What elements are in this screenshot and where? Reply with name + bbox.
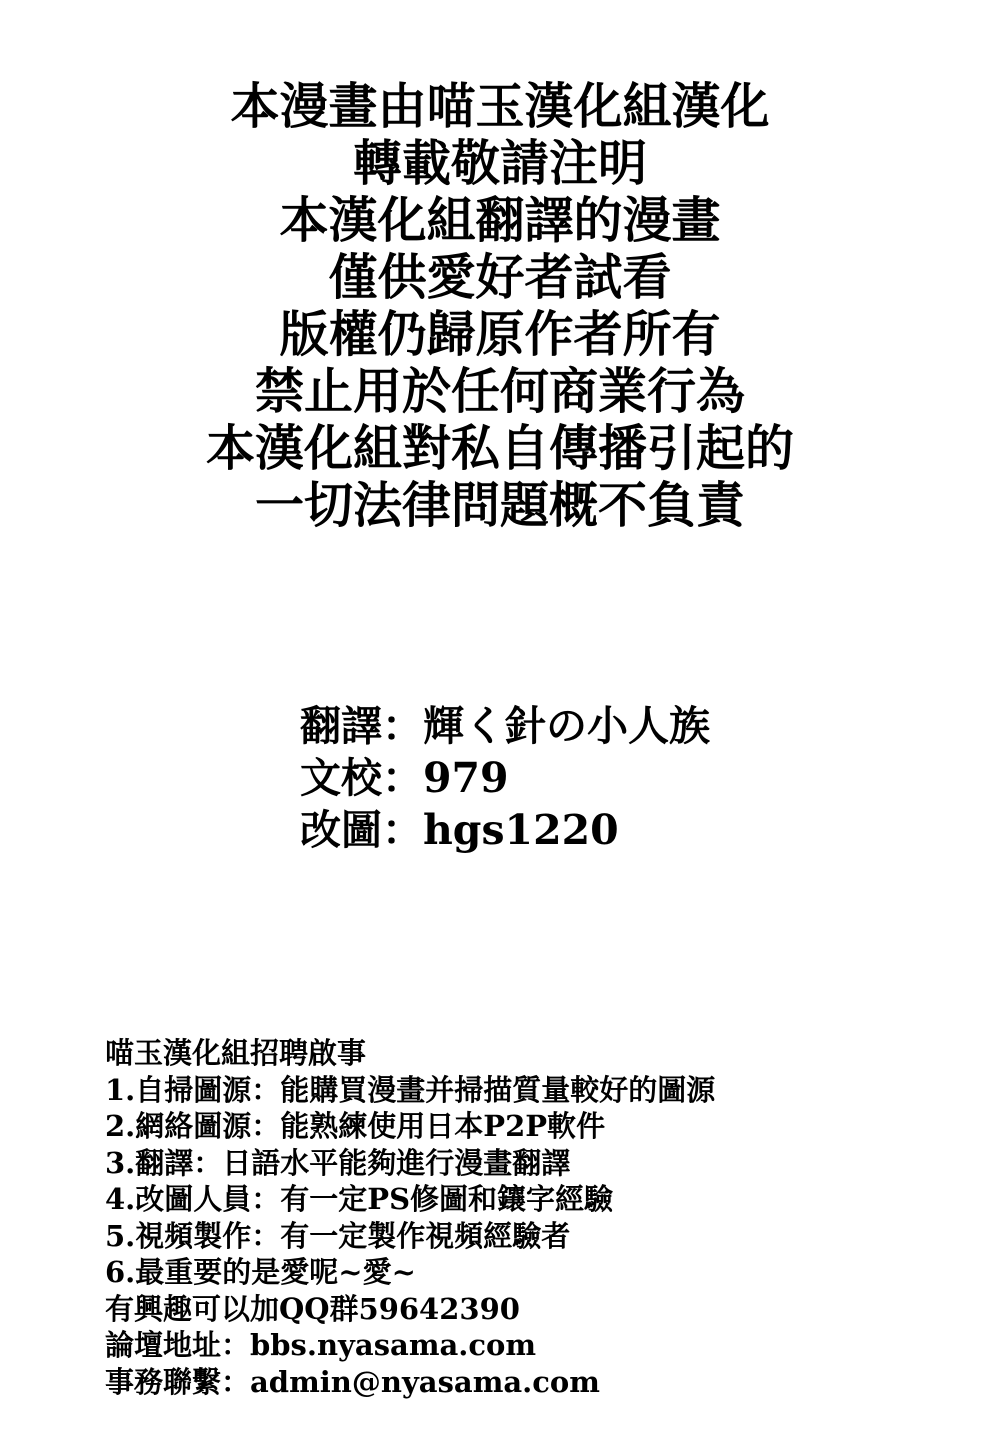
recruitment-item: 3.翻譯：日語水平能夠進行漫畫翻譯 [105,1145,571,1180]
contact-email-line: 事務聯繫：admin@nyasama.com [105,1364,600,1399]
notice-line: 本漢化組翻譯的漫畫 [279,191,721,249]
recruitment-item: 5.視頻製作：有一定製作視頻經驗者 [105,1218,571,1253]
notice-line: 版權仍歸原作者所有 [279,305,721,363]
recruitment-item: 6.最重要的是愛呢~愛~ [105,1255,416,1289]
notice-line: 本漫畫由喵玉漢化組漢化 [230,77,770,135]
recruitment-title: 喵玉漢化組招聘啟事 [105,1036,367,1070]
copyright-notice [0,78,1000,534]
forum-address-line: 論壇地址：bbs.nyasama.com [105,1328,537,1362]
credit-proofreading: 文校：979 [300,754,509,802]
recruitment-notice [105,1035,715,1400]
qq-group-line: 有興趣可以加QQ群59642390 [105,1291,520,1326]
notice-line: 僅供愛好者試看 [328,248,672,306]
notice-line: 一切法律問題概不負責 [254,476,745,534]
notice-line: 轉載敬請注明 [352,134,647,192]
credit-translation: 翻譯：輝く針の小人族 [300,702,710,750]
notice-line: 本漢化組對私自傳播引起的 [205,419,794,477]
recruitment-item: 1.自掃圖源：能購買漫畫并掃描質量較好的圖源 [105,1072,716,1107]
recruitment-item: 4.改圖人員：有一定PS修圖和鑲字經驗 [105,1182,614,1216]
notice-line: 禁止用於任何商業行為 [254,362,745,420]
staff-credits [300,700,710,856]
credit-editing: 改圖：hgs1220 [300,806,619,854]
recruitment-item: 2.網絡圖源：能熟練使用日本P2P軟件 [105,1109,606,1143]
